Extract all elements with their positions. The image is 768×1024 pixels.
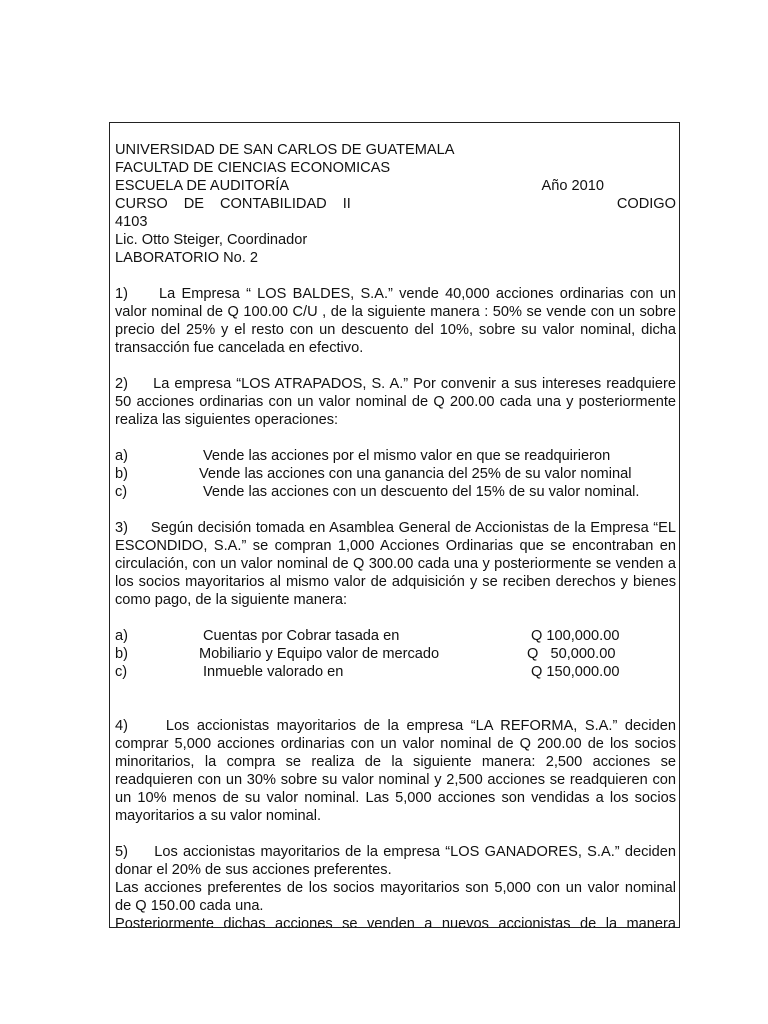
- item-label: c): [115, 484, 128, 500]
- item-text: Vende las acciones con un descuento del 15% de su valor nominal.: [203, 484, 640, 500]
- list-item: [115, 645, 676, 663]
- school-year-row: [115, 177, 676, 195]
- list-item: [115, 483, 676, 501]
- problem-3: 3) Según decisión tomada en Asamblea General de Accionistas de la Empresa “EL ESCONDIDO, S.A.” se compran 1,000 Acciones Ordinarias que se encontraban en circulación, con un valor nominal de Q 300.00 cada una y posteriormente se venden a los socios mayoritarios al mismo valor de adquisición y se reciben derechos y bienes como pago, de la siguiente manera:: [115, 520, 676, 608]
- course-word: CODIGO: [616, 196, 676, 212]
- item-text: Inmueble valorado en: [203, 664, 344, 680]
- list-item: [115, 447, 676, 465]
- course-word: DE: [183, 196, 204, 212]
- faculty-name: FACULTAD DE CIENCIAS ECONOMICAS: [115, 160, 391, 176]
- problem-4: 4) Los accionistas mayoritarios de la empresa “LA REFORMA, S.A.” deciden comprar 5,000 acciones ordinarias con un valor nominal de Q 200.00 de los socios minoritarios, la compra se realiza de la siguiente manera: 2,500 acciones se readquieren con un 30% sobre su valor nominal y 2,500 acciones se readquieren con un 10% menos de su valor nominal. Las 5,000 acciones son vendidas a los socios mayoritarios a su valor nominal.: [115, 718, 676, 824]
- item-text: Mobiliario y Equipo valor de mercado: [199, 646, 440, 662]
- document-frame: [109, 122, 680, 928]
- item-label: a): [115, 628, 128, 644]
- item-amount: Q 100,000.00: [531, 628, 620, 644]
- university-name: UNIVERSIDAD DE SAN CARLOS DE GUATEMALA: [115, 142, 455, 158]
- document-content: [115, 141, 676, 928]
- item-label: c): [115, 664, 128, 680]
- problem-5: 5) Los accionistas mayoritarios de la empresa “LOS GANADORES, S.A.” deciden donar el 20% de sus acciones preferentes.: [115, 844, 676, 878]
- coordinator: Lic. Otto Steiger, Coordinador: [115, 232, 308, 248]
- item-label: b): [115, 646, 128, 662]
- item-text: Cuentas por Cobrar tasada en: [203, 628, 400, 644]
- item-amount: Q 150,000.00: [531, 664, 620, 680]
- lab-title: LABORATORIO No. 2: [115, 250, 259, 266]
- course-word: CURSO: [115, 196, 168, 212]
- list-item: [115, 627, 676, 645]
- year-label: Año 2010: [541, 178, 604, 194]
- problem-5-continuation: Posteriormente dichas acciones se venden a nuevos accionistas de la manera: [115, 916, 676, 928]
- problem-2: 2) La empresa “LOS ATRAPADOS, S. A.” Por convenir a sus intereses readquiere 50 acciones ordinarias con un valor nominal de Q 200.00 cada una y posteriormente realiza las siguientes operaciones:: [115, 376, 676, 428]
- item-text: Vende las acciones por el mismo valor en que se readquirieron: [203, 448, 611, 464]
- list-item: [115, 663, 676, 681]
- item-label: a): [115, 448, 128, 464]
- course-word: CONTABILIDAD: [219, 196, 327, 212]
- course-row: [115, 195, 676, 213]
- problem-1: 1) La Empresa “ LOS BALDES, S.A.” vende 40,000 acciones ordinarias con un valor nominal de Q 100.00 C/U , de la siguiente manera : 50% se vende con un sobre precio del 25% y el resto con un descuento del 10%, sobre su valor nominal, dicha transacción fue cancelada en efectivo.: [115, 286, 676, 356]
- item-amount: Q 50,000.00: [527, 646, 616, 662]
- course-word: II: [342, 196, 351, 212]
- course-code: 4103: [115, 214, 148, 230]
- problem-5-detail: Las acciones preferentes de los socios mayoritarios son 5,000 con un valor nominal de Q 150.00 cada una.: [115, 880, 676, 914]
- item-text: Vende las acciones con una ganancia del 25% de su valor nominal: [199, 466, 632, 482]
- school-name: ESCUELA DE AUDITORÍA: [115, 178, 290, 194]
- list-item: [115, 465, 676, 483]
- item-label: b): [115, 466, 128, 482]
